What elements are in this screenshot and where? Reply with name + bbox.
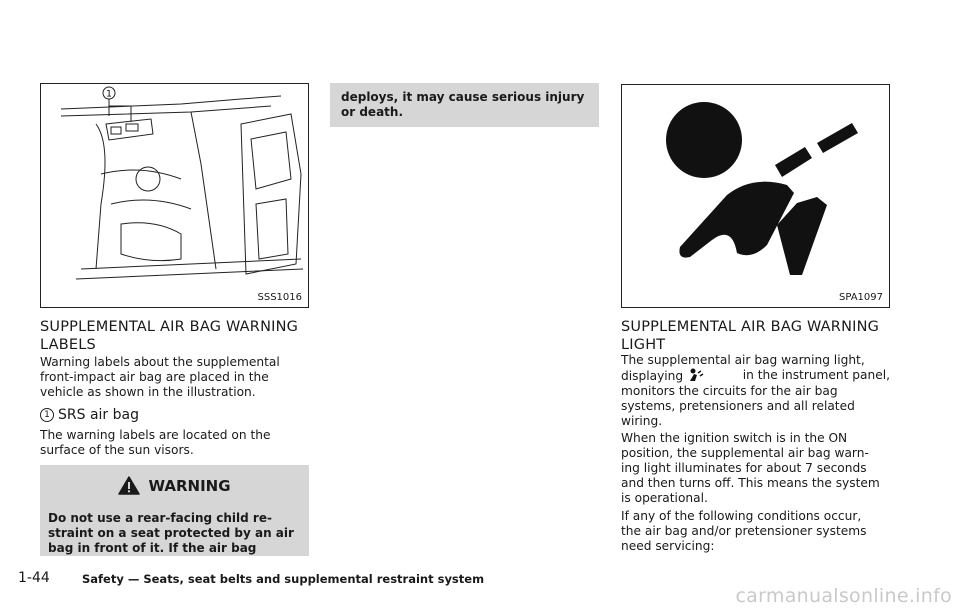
figure-code: SPA1097 — [838, 292, 883, 303]
airbag-warning-light-icon — [622, 85, 889, 285]
figure-code: SSS1016 — [257, 292, 302, 303]
watermark: carmanualsonline.info — [735, 585, 952, 607]
airbag-light-figure — [621, 84, 890, 308]
warning-box-continued — [330, 83, 599, 127]
light-paragraph-2: When the ignition switch is in the ON position, the supplemental air bag warn- ing light illuminates for about 7 seconds and then turns off. This means the system is operational. — [621, 431, 880, 505]
callout-number: 1 — [40, 408, 54, 422]
warning-text-right: deploys, it may cause serious injury or death. — [341, 90, 585, 119]
warning-triangle-icon — [118, 476, 140, 495]
warning-title: WARNING — [40, 476, 309, 495]
light-heading: SUPPLEMENTAL AIR BAG WARNING LIGHT — [621, 319, 880, 353]
labels-heading: SUPPLEMENTAL AIR BAG WARNING LABELS — [40, 319, 299, 353]
airbag-inline-icon — [687, 368, 705, 382]
page-number: 1-44 — [18, 570, 50, 586]
labels-paragraph-2: The warning labels are located on the surface of the sun visors. — [40, 428, 271, 457]
section-title: Safety — Seats, seat belts and supplemental restraint system — [82, 572, 485, 586]
light-paragraph-3: If any of the following conditions occur, the air bag and/or pretensioner systems need servicing: — [621, 509, 867, 553]
svg-text:1: 1 — [106, 89, 112, 100]
srs-airbag-label: 1 SRS air bag — [40, 406, 139, 424]
labels-paragraph: Warning labels about the supplemental front-impact air bag are placed in the vehicle as shown in the illustration. — [40, 355, 280, 399]
car-illustration-figure — [40, 83, 309, 308]
car-door-sun-visor-illustration-icon — [41, 84, 308, 284]
warning-text-left: Do not use a rear-facing child re- straint on a seat protected by an air bag in front of it. If the air bag — [48, 511, 294, 555]
light-paragraph-1: The supplemental air bag warning light, displaying in the instrument panel, monitors the circuits for the air bag systems, pretensioners and all related wiring. — [621, 353, 890, 428]
warning-box-left — [40, 465, 309, 556]
